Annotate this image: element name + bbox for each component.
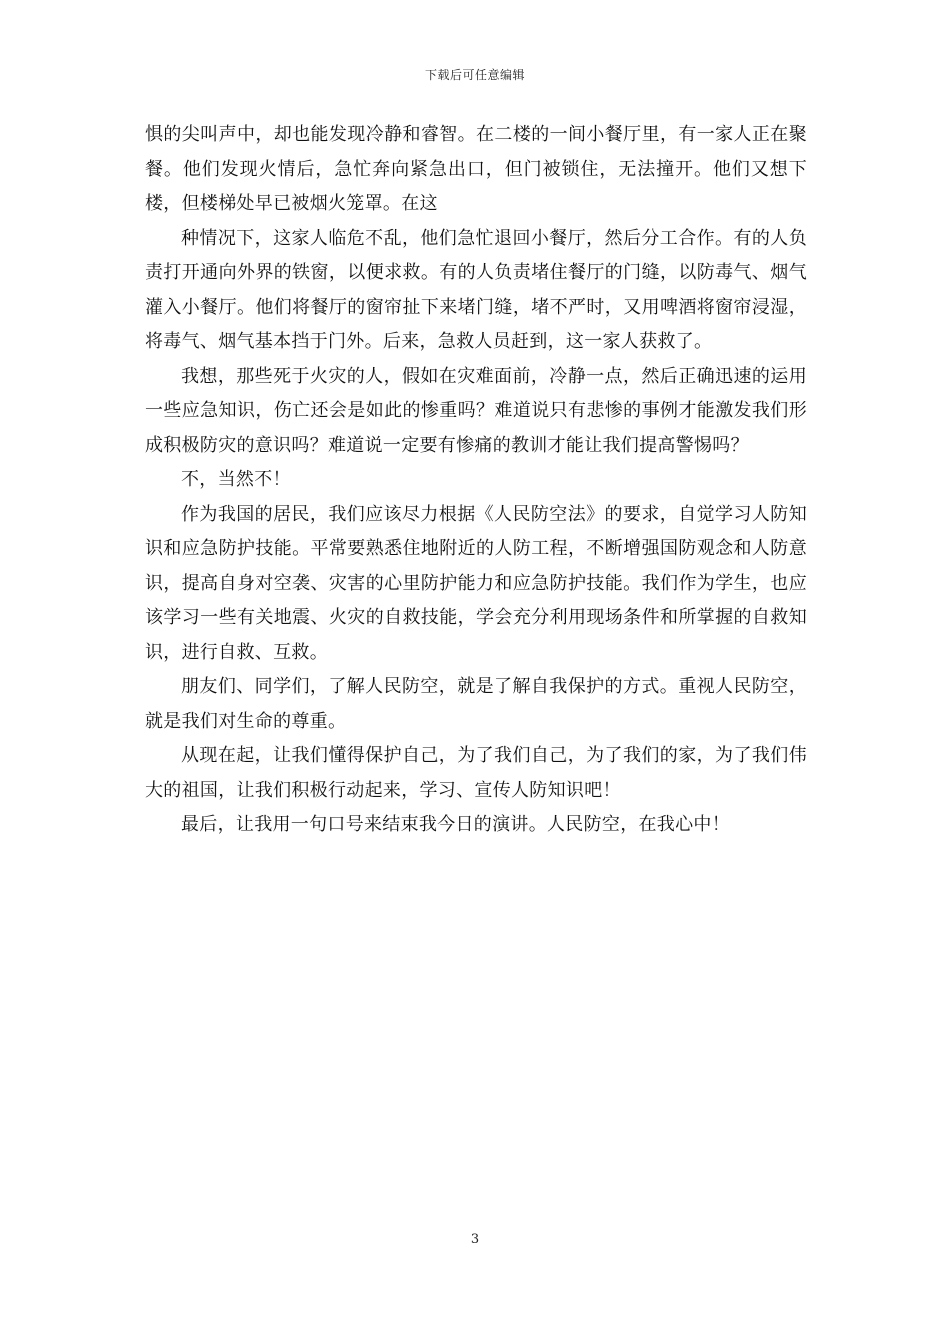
paragraph-3: 我想，那些死于火灾的人，假如在灾难面前，冷静一点，然后正确迅速的运用一些应急知识，伤亡还会是如此的惨重吗？难道说只有悲惨的事例才能激发我们形成积极防灾的意识吗？难道说一定要有惨痛的教训才能让我们提高警惕吗？ — [145, 365, 807, 456]
paragraph-5: 作为我国的居民，我们应该尽力根据《人民防空法》的要求，自觉学习人防知识和应急防护技能。平常要熟悉住地附近的人防工程，不断增强国防观念和人防意识，提高自身对空袭、灾害的心里防护能力和应急防护技能。我们作为学生，也应该学习一些有关地震、火灾的自救技能，学会充分利用现场条件和所掌握的自救知识，进行自救、互救。 — [145, 503, 807, 663]
header-note: 下载后可任意编辑 — [424, 68, 525, 82]
paragraph-2: 种情况下，这家人临危不乱，他们急忙退回小餐厅，然后分工合作。有的人负责打开通向外界的铁窗，以便求救。有的人负责堵住餐厅的门缝，以防毒气、烟气灌入小餐厅。他们将餐厅的窗帘扯下来堵门缝，堵不严时，又用啤酒将窗帘浸湿，将毒气、烟气基本挡于门外。后来，急救人员赶到，这一家人获救了。 — [145, 227, 807, 352]
paragraph-8: 最后，让我用一句口号来结束我今日的演讲。人民防空，在我心中！ — [181, 814, 730, 835]
paragraph-6: 朋友们、同学们，了解人民防空，就是了解自我保护的方式。重视人民防空，就是我们对生命的尊重。 — [145, 676, 807, 732]
page-number: 3 — [470, 1232, 480, 1247]
paragraph-4: 不，当然不！ — [181, 469, 291, 490]
paragraph-7: 从现在起，让我们懂得保护自己，为了我们自己，为了我们的家，为了我们伟大的祖国，让我们积极行动起来，学习、宣传人防知识吧！ — [145, 745, 807, 801]
document-body — [145, 118, 807, 843]
paragraph-1: 惧的尖叫声中，却也能发现冷静和睿智。在二楼的一间小餐厅里，有一家人正在聚餐。他们发现火情后，急忙奔向紧急出口，但门被锁住，无法撞开。他们又想下楼，但楼梯处早已被烟火笼罩。在这 — [145, 124, 807, 214]
